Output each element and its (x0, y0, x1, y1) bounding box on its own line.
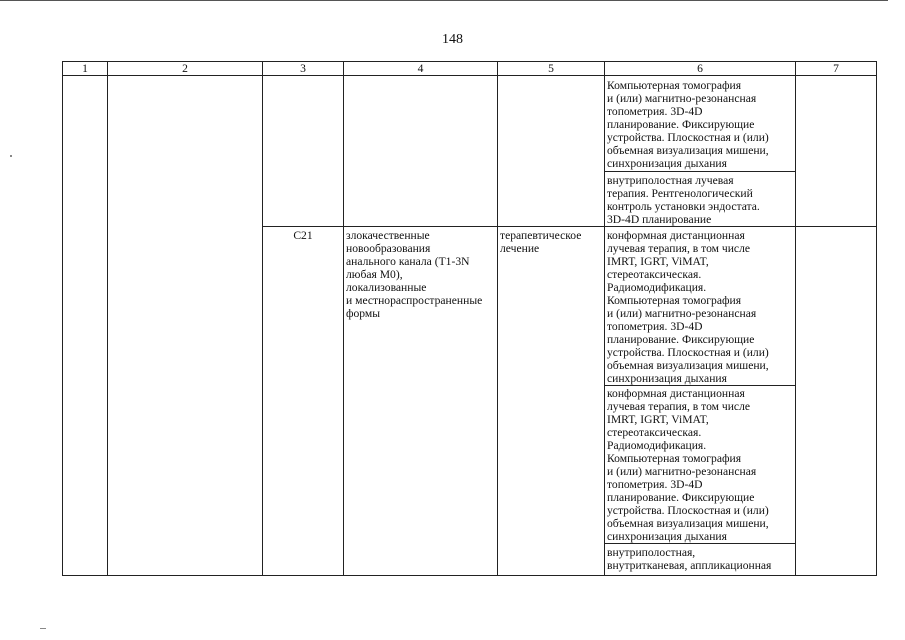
col-border-3 (343, 61, 344, 576)
row-divider-3 (604, 543, 796, 544)
header-col-2: 2 (182, 62, 188, 75)
row-divider-2 (604, 385, 796, 386)
diagnosis-description: злокачественные новообразования анального канала (T1-3N любая M0), локализованные и местнораспространенные формы (346, 229, 483, 320)
col-border-5 (604, 61, 605, 576)
header-bottom-border (62, 75, 877, 76)
scan-speck (40, 628, 46, 629)
header-col-6: 6 (697, 62, 703, 75)
page-number: 148 (442, 32, 463, 47)
col6-block-2: внутриполостная лучевая терапия. Рентгенологический контроль установки эндостата. 3D-4D планирование (607, 174, 760, 226)
header-col-3: 3 (300, 62, 306, 75)
col6-block-1: Компьютерная томография и (или) магнитно-резонансная топометрия. 3D-4D планирование. Фиксирующие устройства. Плоскостная и (или) объемная визуализация мишени, синхронизация дыхания (607, 79, 769, 170)
col-border-1 (107, 61, 108, 576)
col-border-0 (62, 61, 63, 576)
diagnosis-code: C21 (293, 229, 313, 242)
row-divider-1 (604, 171, 796, 172)
treatment-type: терапевтическое лечение (500, 229, 582, 255)
col6-block-5: внутриполостная, внутритканевая, аппликационная (607, 546, 772, 572)
col-border-2 (262, 61, 263, 576)
header-col-1: 1 (82, 62, 88, 75)
col-border-7 (876, 61, 877, 576)
col6-block-3: конформная дистанционная лучевая терапия, в том числе IMRT, IGRT, ViMAT, стереотаксическая. Радиомодификация. Компьютерная томография и (или) магнитно-резонансная топометрия. 3D-4D планирование. Фиксирующие устройства. Плоскостная и (или) объемная визуализация мишени, синхронизация дыхания (607, 229, 769, 385)
header-col-5: 5 (548, 62, 554, 75)
row-divider-c21 (262, 226, 877, 227)
col6-block-4: конформная дистанционная лучевая терапия, в том числе IMRT, IGRT, ViMAT, стереотаксическая. Радиомодификация. Компьютерная томография и (или) магнитно-резонансная топометрия. 3D-4D планирование. Фиксирующие устройства. Плоскостная и (или) объемная визуализация мишени, синхронизация дыхания (607, 387, 769, 543)
header-col-7: 7 (833, 62, 839, 75)
table-bottom-border (62, 575, 877, 576)
page-top-border (0, 0, 888, 1)
header-col-4: 4 (417, 62, 424, 75)
scan-speck (10, 155, 12, 157)
col-border-6 (795, 61, 796, 576)
